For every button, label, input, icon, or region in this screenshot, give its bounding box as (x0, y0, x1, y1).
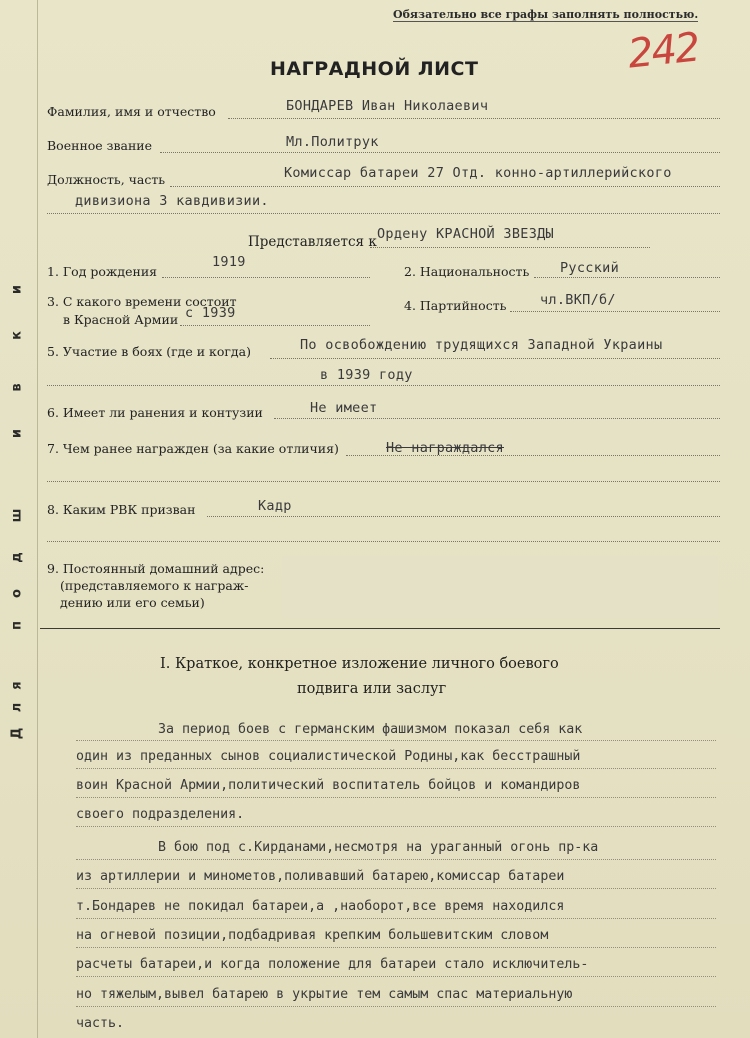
narrative-line: расчеты батареи,и когда положение для батареи стало исключитель- (76, 957, 589, 972)
address-label-2: (представляемого к награж- (60, 578, 249, 593)
text-rule (76, 918, 716, 919)
party-line (510, 311, 720, 312)
wounds-label: 6. Имеет ли ранения и контузии (47, 405, 263, 420)
narrative-line: своего подразделения. (76, 807, 245, 822)
side-char: я (9, 681, 25, 690)
battles-line-1 (270, 358, 720, 359)
rank-label: Военное звание (47, 138, 153, 153)
army-since-line (180, 325, 370, 326)
narrative-line: но тяжелым,вывел батарею в укрытие тем самым спас материальную (76, 987, 573, 1002)
position-label: Должность, часть (47, 172, 166, 187)
text-rule (76, 859, 716, 860)
prior-awards-label: 7. Чем ранее награжден (за какие отличия) (47, 441, 339, 456)
battles-line-2 (47, 385, 720, 386)
text-rule (76, 1006, 716, 1007)
side-char: и (9, 428, 25, 439)
narrative-line: т.Бондарев не покидал батареи,а ,наоборот,все время находился (76, 899, 565, 914)
text-rule (76, 797, 716, 798)
side-char: ш (9, 508, 25, 523)
position-value-1: Комиссар батареи 27 Отд. конно-артиллерийского (284, 165, 672, 181)
nationality-label: 2. Национальность (404, 264, 530, 279)
position-line-1 (170, 186, 720, 187)
text-rule (76, 976, 716, 977)
narrative-line: один из преданных сынов социалистической Родины,как бесстрашный (76, 749, 581, 764)
section-divider (40, 628, 720, 629)
wounds-line (274, 418, 720, 419)
address-label-1: 9. Постоянный домашний адрес: (47, 561, 265, 576)
nationality-line (534, 277, 720, 278)
text-rule (76, 888, 716, 889)
name-value: БОНДАРЕВ Иван Николаевич (286, 98, 489, 114)
birth-year-value: 1919 (212, 254, 246, 270)
side-char: Д (9, 727, 25, 740)
text-rule (76, 826, 716, 827)
nationality-value: Русский (560, 260, 619, 276)
rvk-line (207, 516, 720, 517)
side-char: д (9, 552, 25, 563)
side-char: п (9, 621, 25, 630)
side-char: л (9, 702, 25, 713)
birth-year-label: 1. Год рождения (47, 264, 158, 279)
award-label: Представляется к (248, 234, 377, 250)
document-title: НАГРАДНОЙ ЛИСТ (270, 58, 479, 80)
section-heading-2: подвига или заслуг (297, 681, 447, 697)
rvk-label: 8. Каким РВК призван (47, 502, 196, 517)
address-label-3: дению или его семьи) (60, 595, 205, 610)
prior-awards-value: Не награждался (386, 440, 504, 456)
narrative-line: часть. (76, 1016, 125, 1031)
battles-value-1: По освобождению трудящихся Западной Украины (300, 337, 663, 353)
side-caption (6, 280, 28, 750)
party-label: 4. Партийность (404, 298, 507, 313)
battles-value-2: в 1939 году (320, 367, 413, 383)
party-value: чл.ВКП/б/ (540, 292, 616, 308)
page-fold-line (37, 0, 38, 1038)
narrative-line: За период боев с германским фашизмом показал себя как (158, 722, 583, 737)
army-since-label-2: в Красной Армии (63, 312, 179, 327)
section-heading-1: I. Краткое, конкретное изложение личного боевого (160, 656, 559, 672)
side-char: в (9, 383, 25, 392)
army-since-value: с 1939 (185, 305, 236, 321)
text-rule (76, 768, 716, 769)
rvk-value: Кадр (258, 498, 292, 514)
name-label: Фамилия, имя и отчество (47, 104, 216, 119)
rvk-line-2 (47, 541, 720, 542)
red-handwritten-number: 242 (625, 24, 701, 78)
name-line (228, 118, 720, 119)
rank-line (160, 152, 720, 153)
narrative-line: из артиллерии и минометов,поливавший батарею,комиссар батареи (76, 869, 565, 884)
award-value: Ордену КРАСНОЙ ЗВЕЗДЫ (377, 226, 554, 242)
battles-label: 5. Участие в боях (где и когда) (47, 344, 251, 359)
position-line-2 (47, 213, 720, 214)
narrative-line: В бою под с.Кирданами,несмотря на ураганный огонь пр-ка (158, 840, 599, 855)
position-value-2: дивизиона 3 кавдивизии. (75, 193, 269, 209)
award-line (370, 247, 650, 248)
text-rule (76, 740, 716, 741)
army-since-label-1: 3. С какого времени состоит (47, 294, 237, 309)
rank-value: Мл.Политрук (286, 134, 379, 150)
text-rule (76, 947, 716, 948)
side-char: и (9, 284, 25, 295)
prior-awards-line-2 (47, 481, 720, 482)
fill-all-notice: Обязательно все графы заполнять полностью. (393, 8, 699, 21)
side-char: о (9, 589, 25, 598)
narrative-line: воин Красной Армии,политический воспитатель бойцов и командиров (76, 778, 581, 793)
side-char: к (9, 331, 25, 340)
narrative-line: на огневой позиции,подбадривая крепким большевитским словом (76, 928, 549, 943)
birth-year-line (162, 277, 370, 278)
address-redaction (282, 556, 718, 618)
wounds-value: Не имеет (310, 400, 378, 416)
